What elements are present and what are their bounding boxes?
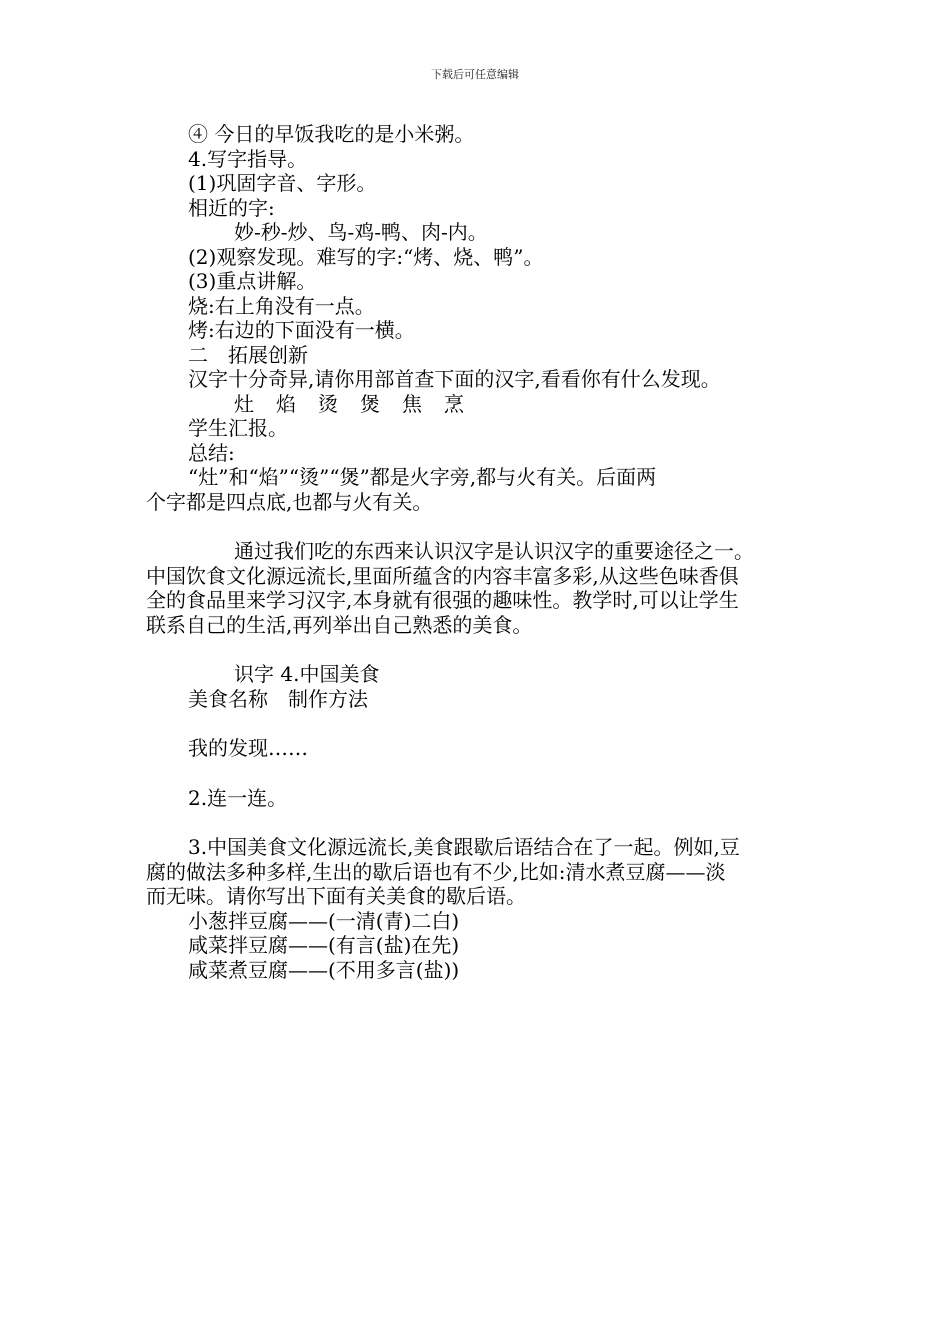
- spacer: [146, 514, 810, 539]
- board-title: 识字 4.中国美食: [234, 662, 380, 686]
- spacer: [146, 761, 810, 786]
- text-line: (1)巩固字音、字形。: [188, 171, 377, 195]
- text-line: 汉字十分奇异,请你用部首查下面的汉字,看看你有什么发现。: [188, 367, 721, 391]
- spacer: [146, 711, 810, 736]
- question: 2.连一连。: [188, 785, 288, 810]
- text-line: 腐的做法多种多样,生出的歇后语也有不少,比如:清水煮豆腐——淡: [146, 859, 726, 884]
- text-line: 联系自己的生活,再列举出自己熟悉的美食。: [146, 612, 533, 637]
- character: 烹: [444, 391, 464, 416]
- character-list: [146, 392, 810, 417]
- document-body: [146, 122, 810, 982]
- text-line: 而无味。请你写出下面有关美食的歇后语。: [146, 884, 526, 908]
- page-header: 下载后可任意编辑: [431, 68, 519, 81]
- character: 烫: [318, 391, 338, 416]
- spacer: [146, 810, 810, 835]
- xiehouyu-item: 小葱拌豆腐——(一清(青)二白): [188, 908, 460, 933]
- text-line: 总结:: [188, 440, 235, 465]
- character: 焦: [402, 391, 422, 416]
- section-heading: 4.写字指导。: [188, 146, 308, 171]
- text-line: 个字都是四点底,也都与火有关。: [146, 489, 433, 514]
- character: 灶: [234, 391, 254, 416]
- text-line: ④ 今日的早饭我吃的是小米粥。: [188, 122, 475, 146]
- text-line: 我的发现……: [188, 736, 308, 760]
- text-line: 中国饮食文化源远流长,里面所蕴含的内容丰富多彩,从这些色味香俱: [146, 563, 739, 588]
- text-line: (3)重点讲解。: [188, 269, 317, 293]
- xiehouyu-item: 咸菜煮豆腐——(不用多言(盐)): [188, 957, 460, 982]
- spacer: [146, 637, 810, 662]
- text-line: 全的食品里来学习汉字,本身就有很强的趣味性。教学时,可以让学生: [146, 588, 739, 612]
- table-header: 美食名称 制作方法: [188, 686, 368, 711]
- question: 3.中国美食文化源远流长,美食跟歇后语结合在了一起。例如,豆: [188, 835, 740, 859]
- text-line: 通过我们吃的东西来认识汉字是认识汉字的重要途径之一。: [234, 539, 754, 563]
- text-line: 烤:右边的下面没有一横。: [188, 318, 415, 342]
- text-line: (2)观察发现。难写的字:“烤、烧、鸭”。: [188, 244, 544, 269]
- text-line: 烧:右上角没有一点。: [188, 293, 375, 318]
- text-line: “灶”和“焰”“烫”“煲”都是火字旁,都与火有关。后面两: [188, 465, 657, 489]
- section-heading: 二 拓展创新: [188, 342, 308, 367]
- xiehouyu-item: 咸菜拌豆腐——(有言(盐)在先): [188, 933, 460, 957]
- text-line: 妙-秒-炒、鸟-鸡-鸭、肉-内。: [234, 220, 488, 244]
- character: 焰: [276, 391, 296, 416]
- text-line: 学生汇报。: [188, 416, 288, 440]
- text-line: 相近的字:: [188, 195, 275, 220]
- character: 煲: [360, 391, 380, 416]
